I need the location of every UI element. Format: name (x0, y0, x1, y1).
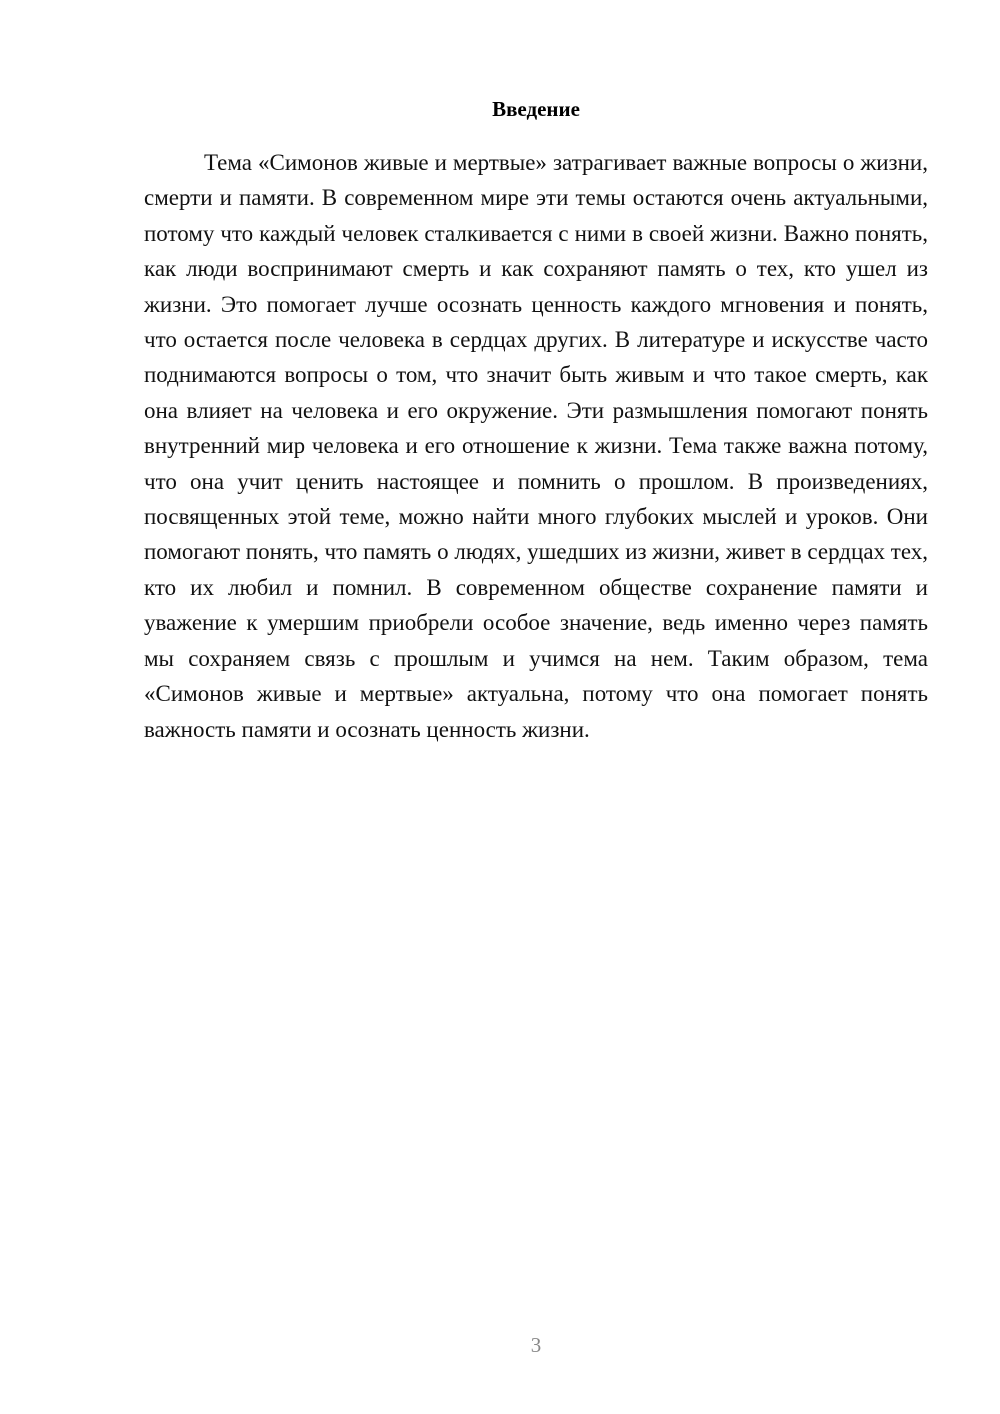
section-heading: Введение (492, 97, 580, 121)
page-number: 3 (530, 1333, 542, 1357)
body-paragraph: Тема «Симонов живые и мертвые» затрагивает важные вопросы о жизни, смерти и памяти. В современном мире эти темы остаются очень актуальными, потому что каждый человек сталкивается с ними в своей жизни. Важно понять, как люди воспринимают смерть и как сохраняют память о тех, кто ушел из жизни. Это помогает лучше осознать ценность каждого мгновения и понять, что остается после человека в сердцах других. В литературе и искусстве часто поднимаются вопросы о том, что значит быть живым и что такое смерть, как она влияет на человека и его окружение. Эти размышления помогают понять внутренний мир человека и его отношение к жизни. Тема также важна потому, что она учит ценить настоящее и помнить о прошлом. В произведениях, посвященных этой теме, можно найти много глубоких мыслей и уроков. Они помогают понять, что память о людях, ушедших из жизни, живет в сердцах тех, кто их любил и помнил. В современном обществе сохранение памяти и уважение к умершим приобрели особое значение, ведь именно через память мы сохраняем связь с прошлым и учимся на нем. Таким образом, тема «Симонов живые и мертвые» актуальна, потому что она помогает понять важность памяти и осознать ценность жизни. (144, 150, 928, 742)
